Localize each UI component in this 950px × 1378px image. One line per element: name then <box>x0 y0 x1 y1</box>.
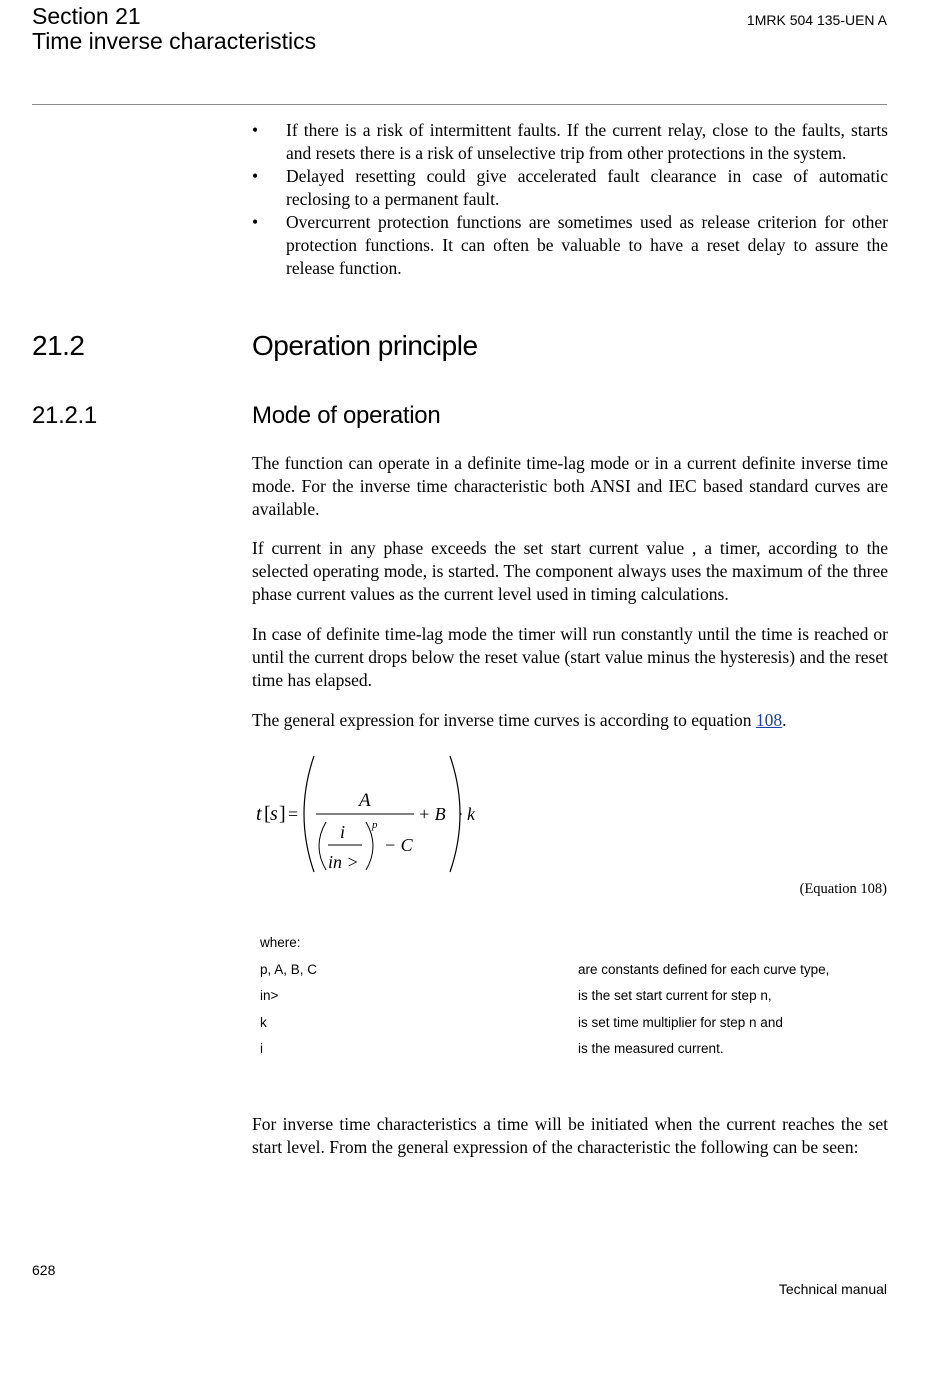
list-item: • Delayed resetting could give accelerated fault clearance in case of automatic reclosing to a permanent fault. <box>252 166 888 209</box>
variable-symbol: i <box>260 1041 263 1056</box>
bullet-icon: • <box>252 120 259 140</box>
paragraph-inverse-characteristics: For inverse time characteristics a time will be initiated when the current reaches the set start level. From the general expression of the characteristic the following can be seen: <box>252 1114 888 1157</box>
where-label-row <box>260 935 880 962</box>
eq-ratio-num: i <box>340 822 346 842</box>
page-number: 628 <box>32 1262 56 1278</box>
eq-bracket-close: ] <box>279 803 286 825</box>
eq-big-paren-left <box>304 756 314 872</box>
table-row <box>260 962 880 989</box>
eq-lhs-s: s <box>270 803 278 825</box>
paragraph-definite-time: In case of definite time-lag mode the timer will run constantly until the time is reached or until the current drops below the reset value (start value minus the hysteresis) and the reset time has elapsed. <box>252 624 888 690</box>
eq-bracket-open: [ <box>264 803 271 825</box>
eq-ratio-den: in > <box>328 852 359 872</box>
eq-small-paren-left <box>319 822 326 870</box>
where-label: where: <box>260 935 301 950</box>
heading-3-title: Mode of operation <box>252 402 441 429</box>
variable-description: is set time multiplier for step n and <box>578 1014 783 1030</box>
variable-description: are constants defined for each curve type, <box>578 961 830 977</box>
heading-2-number: 21.2 <box>32 330 85 361</box>
eq-exponent: p <box>372 819 378 831</box>
heading-2-title: Operation principle <box>252 330 478 361</box>
footer-manual-label: Technical manual <box>778 1281 887 1297</box>
section-header <box>32 4 316 54</box>
table-row <box>260 1041 880 1068</box>
header-divider <box>32 104 887 105</box>
eq-times-k: · k <box>458 804 475 824</box>
eq-numerator: A <box>359 790 371 811</box>
variable-description: is the set start current for step n, <box>578 988 772 1003</box>
bullet-list <box>252 119 888 280</box>
eq-plus-b: + B <box>418 804 446 824</box>
chapter-title: Time inverse characteristics <box>32 28 317 54</box>
equation-link[interactable]: 108 <box>755 710 783 730</box>
paragraph-operating-modes: The function can operate in a definite time-lag mode or in a current definite inverse time mode. For the inverse time characteristic both ANSI and IEC based standard curves are available. <box>252 453 888 519</box>
variable-definitions <box>260 935 880 1068</box>
paragraph-general-expression: The general expression for inverse time curves is according to equation 108. <box>252 710 787 730</box>
table-row <box>260 988 880 1015</box>
heading-3-number: 21.2.1 <box>32 402 97 429</box>
variable-description: is the measured current. <box>578 1041 724 1056</box>
list-item: • Overcurrent protection functions are sometimes used as release criterion for other protection functions. It can often be valuable to have a reset delay to assure the release function. <box>252 212 888 278</box>
eq-lhs-t: t <box>256 803 262 825</box>
variable-symbol: k <box>260 1014 267 1030</box>
paragraph-timer-start: If current in any phase exceeds the set start current value , a timer, according to the selected operating mode, is started. The component always uses the maximum of the three phase current values as the current level used in timing calculations. <box>252 538 888 604</box>
list-item: • If there is a risk of intermittent faults. If the current relay, close to the faults, starts and resets there is a risk of unselective trip from other protections in the system. <box>252 120 888 163</box>
bullet-icon: • <box>252 212 259 232</box>
bullet-icon: • <box>252 166 259 186</box>
document-id: 1MRK 504 135-UEN A <box>746 12 887 28</box>
equation-caption: (Equation 108) <box>799 881 887 897</box>
inverse-time-equation <box>250 752 490 876</box>
table-row <box>260 1015 880 1042</box>
eq-minus-c: − C <box>384 835 413 855</box>
variable-symbol: p, A, B, C <box>260 961 318 977</box>
variable-symbol: in> <box>260 988 279 1003</box>
section-number: Section 21 <box>32 3 141 29</box>
eq-equals: = <box>288 804 299 824</box>
